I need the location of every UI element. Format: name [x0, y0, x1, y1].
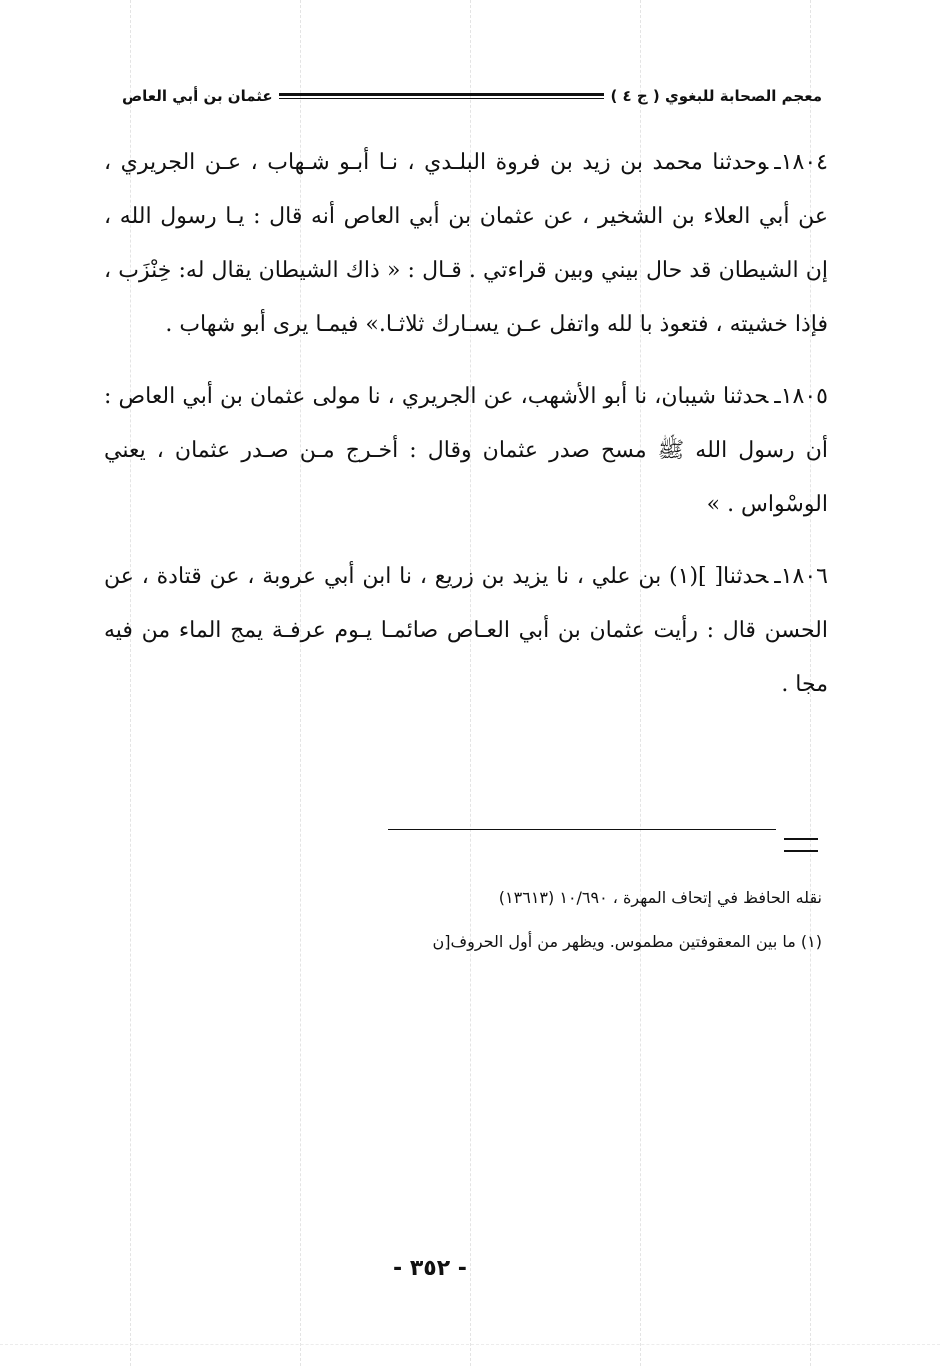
- scan-grid-line: [0, 1344, 940, 1345]
- hadith-paragraph: [104, 550, 828, 712]
- footnote-separator: [388, 829, 776, 830]
- footnotes: [330, 876, 822, 964]
- footnote-marker: [784, 838, 818, 852]
- hadith-text: حدثنا[ ](١) بن علي ، نا يزيد بن زريع ، نا ابن أبي عروبة ، عن قتادة ، عن الحسن قال : رأيت عثمان بن أبي العـاص صائمـا يـوم عرفـة يمج الماء من فيه مجا .: [104, 564, 828, 697]
- section-title: عثمان بن أبي العاص: [122, 87, 273, 105]
- hadith-number: ١٨٠٤ـ: [774, 150, 828, 175]
- hadith-paragraph: [104, 136, 828, 352]
- hadith-text: وحدثنا محمد بن زيد بن فروة البلـدي ، نـا أبـو شـهاب ، عـن الجريري ، عن أبي العلاء بن الشخير ، عن عثمان بن أبي العاص أنه قال : يـا رسول الله ، إن الشيطان قد حال بيني وبين قراءتي . قـال : « ذاك الشيطان يقال له: خِنْزَب ، فإذا خشيته ، فتعوذ با لله واتفل عـن يسـارك ثلاثـا.» فيمـا يرى أبو شهاب .: [104, 150, 828, 337]
- header-rule: [279, 93, 605, 99]
- main-text: [104, 136, 828, 730]
- hadith-text: حدثنا شيبان، نا أبو الأشهب، عن الجريري ، نا مولى عثمان بن أبي العاص : أن رسول الله ﷺ مسح صدر عثمان وقال : أخـرج مـن صـدر عثمان ، يعني الوسْواس . »: [104, 384, 828, 517]
- hadith-paragraph: [104, 370, 828, 532]
- footnote-item: نقله الحافظ في إتحاف المهرة ، ١٠/٦٩٠ (١٣٦١٣): [498, 888, 822, 907]
- hadith-number: ١٨٠٥ـ: [774, 384, 828, 409]
- page-number: - ٣٥٢ -: [393, 1256, 467, 1281]
- footnote-item: (١) ما بين المعقوفتين مطموس. ويظهر من أول الحروف[ن: [432, 932, 822, 951]
- running-header: [122, 84, 822, 108]
- hadith-number: ١٨٠٦ـ: [774, 564, 828, 589]
- book-title: معجم الصحابة للبغوي ( ج ٤ ): [610, 87, 822, 105]
